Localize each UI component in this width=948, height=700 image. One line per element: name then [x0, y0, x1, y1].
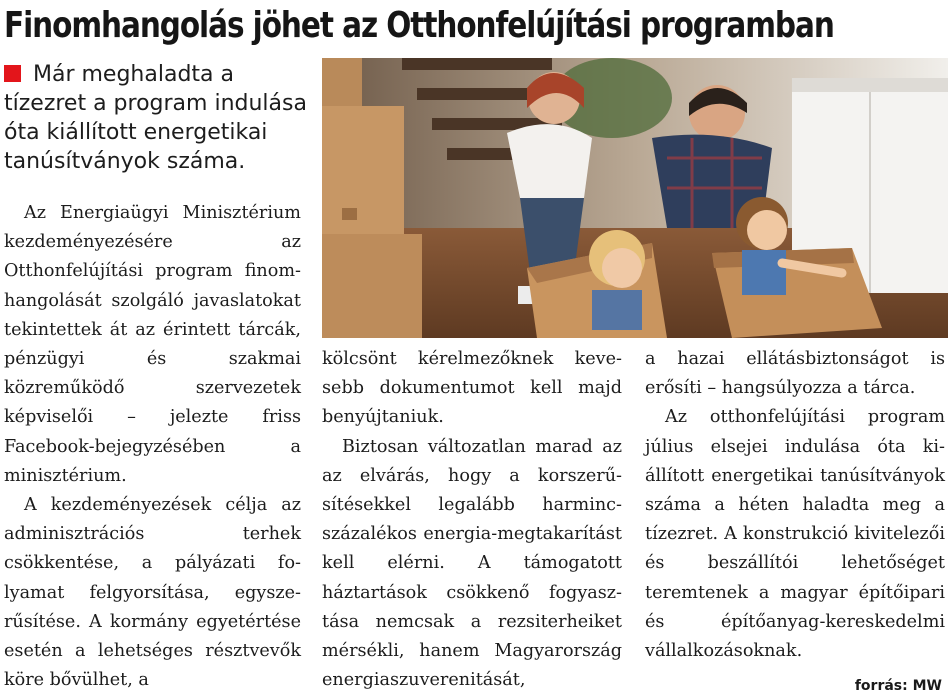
body-paragraph-3-continued: a hazai ellátásbiztonságot is erősíti – hangsúlyozza a tárca. [645, 349, 945, 399]
text-column-2 [322, 345, 622, 695]
body-paragraph-1: Az Energiaügyi Minisztérium kezdeményezésére az Otthonfelújítási program finomhangolását szolgáló javaslatokat tekintettek át az érintett tárcák, pénzügyi és szakmai közreműködő szervezetek képviselői – jelezte friss Facebook-bejegyzésében a minisztérium. [4, 203, 301, 486]
text-column-3 [645, 345, 945, 666]
body-paragraph-2: A kezdeményezések célja az adminisztrációs terhek csökkentése, a pályázati folyamat felgyorsítása, egyszerűsítése. A kormány egyetértése esetén a lehetséges résztvevők köre bővülhet, a [4, 495, 301, 691]
photo-credit: forrás: MW [854, 678, 942, 694]
text-column-1 [4, 199, 301, 695]
red-square-marker-icon [4, 65, 21, 82]
article-lead-text: Már meghaladta a tízezret a program indulása óta kiállított energetikai tanúsítványok száma. [4, 62, 307, 174]
article-headline: Finomhangolás jöhet az Otthonfelújítási programban [4, 5, 834, 46]
body-paragraph-3: Biztosan változatlan marad az az elvárás, hogy a korszerűsítésekkel legalább harmincszázalékos energia-megtakarítást kell elérni. A támogatott háztartások csökkenő fogyasztása nemcsak a rezsiterheiket mérsékli, hanem Magyarország energiaszuverenitását, [322, 436, 622, 691]
photo-illustration [322, 58, 948, 338]
body-paragraph-2-continued: kölcsönt kérelmezőknek kevesebb dokumentumot kell majd benyújtaniuk. [322, 349, 622, 428]
body-paragraph-4: Az otthonfelújítási program július elsejei indulása óta kiállított energetikai tanúsítványok száma a héten haladta meg a tízezret. A konstrukció kivitelezői és beszállítói lehetőséget teremtenek a magyar építőipari és építőanyag-kereskedelmi vállalkozásoknak. [645, 407, 945, 662]
family-moving-boxes-photo [322, 58, 948, 338]
article-lead [4, 60, 316, 176]
